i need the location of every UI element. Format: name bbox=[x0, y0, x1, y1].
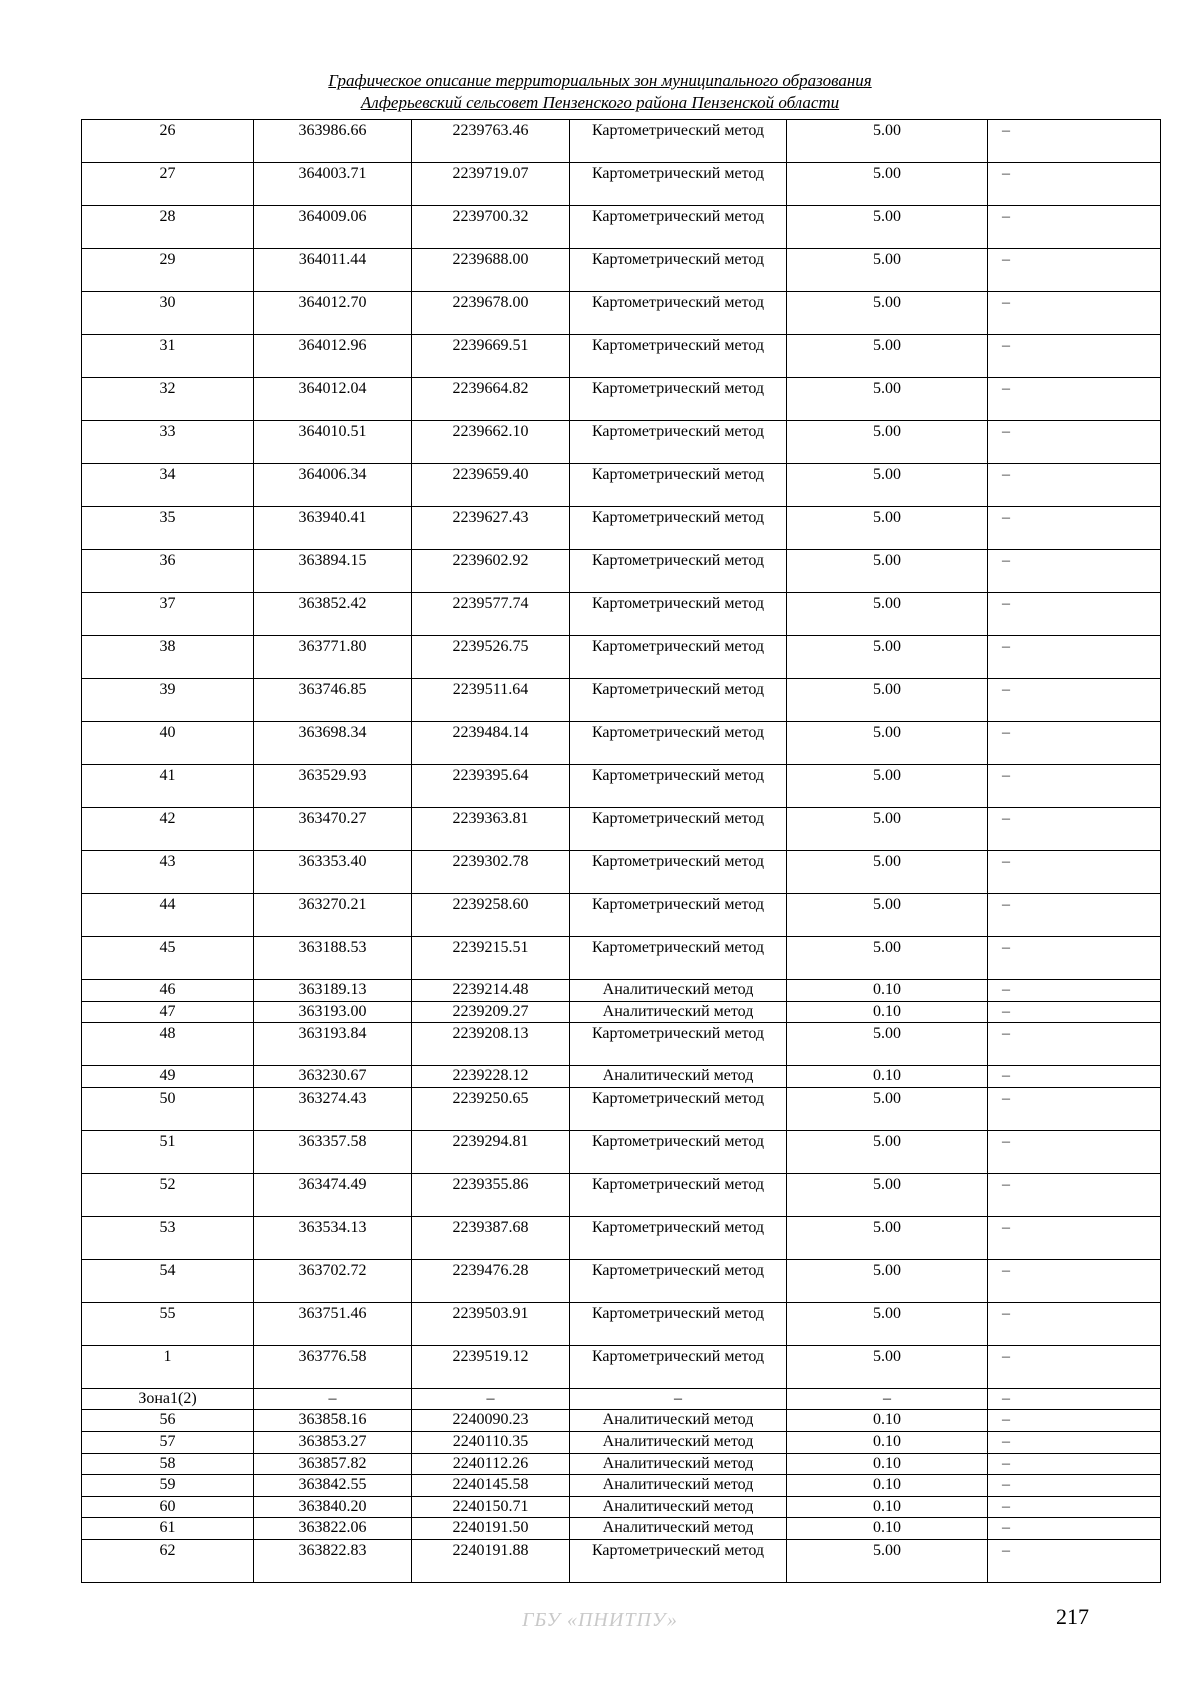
description-cell: – bbox=[988, 335, 1161, 378]
x-coordinate-cell: 363840.20 bbox=[254, 1496, 412, 1518]
y-coordinate-cell: 2239258.60 bbox=[412, 894, 570, 937]
table-row bbox=[82, 765, 1161, 808]
accuracy-cell: 5.00 bbox=[787, 550, 988, 593]
method-cell: Картометрический метод bbox=[570, 1345, 787, 1388]
method-cell: Картометрический метод bbox=[570, 636, 787, 679]
table-row bbox=[82, 937, 1161, 980]
description-cell: – bbox=[988, 1431, 1161, 1453]
accuracy-cell: 5.00 bbox=[787, 722, 988, 765]
method-cell: Картометрический метод bbox=[570, 808, 787, 851]
description-cell: – bbox=[988, 1216, 1161, 1259]
table-row bbox=[82, 163, 1161, 206]
x-coordinate-cell: 364012.96 bbox=[254, 335, 412, 378]
description-cell: – bbox=[988, 1388, 1161, 1410]
coordinates-table-body bbox=[82, 120, 1161, 1583]
table-row bbox=[82, 1259, 1161, 1302]
x-coordinate-cell: – bbox=[254, 1388, 412, 1410]
description-cell: – bbox=[988, 1496, 1161, 1518]
y-coordinate-cell: 2239526.75 bbox=[412, 636, 570, 679]
method-cell: Картометрический метод bbox=[570, 1259, 787, 1302]
point-number-cell: 33 bbox=[82, 421, 254, 464]
description-cell: – bbox=[988, 1001, 1161, 1023]
x-coordinate-cell: 363474.49 bbox=[254, 1173, 412, 1216]
description-cell: – bbox=[988, 1066, 1161, 1088]
accuracy-cell: 5.00 bbox=[787, 1130, 988, 1173]
method-cell: Аналитический метод bbox=[570, 1475, 787, 1497]
method-cell: Картометрический метод bbox=[570, 765, 787, 808]
accuracy-cell: – bbox=[787, 1388, 988, 1410]
table-row bbox=[82, 808, 1161, 851]
accuracy-cell: 5.00 bbox=[787, 335, 988, 378]
x-coordinate-cell: 363353.40 bbox=[254, 851, 412, 894]
accuracy-cell: 0.10 bbox=[787, 1431, 988, 1453]
accuracy-cell: 0.10 bbox=[787, 1475, 988, 1497]
table-row bbox=[82, 894, 1161, 937]
accuracy-cell: 5.00 bbox=[787, 1173, 988, 1216]
y-coordinate-cell: 2239355.86 bbox=[412, 1173, 570, 1216]
y-coordinate-cell: 2239214.48 bbox=[412, 980, 570, 1002]
point-number-cell: Зона1(2) bbox=[82, 1388, 254, 1410]
accuracy-cell: 5.00 bbox=[787, 507, 988, 550]
y-coordinate-cell: 2239228.12 bbox=[412, 1066, 570, 1088]
accuracy-cell: 5.00 bbox=[787, 421, 988, 464]
y-coordinate-cell: 2239209.27 bbox=[412, 1001, 570, 1023]
accuracy-cell: 5.00 bbox=[787, 1216, 988, 1259]
accuracy-cell: 5.00 bbox=[787, 120, 988, 163]
table-row bbox=[82, 292, 1161, 335]
point-number-cell: 1 bbox=[82, 1345, 254, 1388]
point-number-cell: 46 bbox=[82, 980, 254, 1002]
description-cell: – bbox=[988, 894, 1161, 937]
x-coordinate-cell: 363842.55 bbox=[254, 1475, 412, 1497]
table-row bbox=[82, 335, 1161, 378]
accuracy-cell: 0.10 bbox=[787, 980, 988, 1002]
table-row bbox=[82, 1216, 1161, 1259]
y-coordinate-cell: 2239519.12 bbox=[412, 1345, 570, 1388]
method-cell: Картометрический метод bbox=[570, 292, 787, 335]
accuracy-cell: 5.00 bbox=[787, 1023, 988, 1066]
point-number-cell: 43 bbox=[82, 851, 254, 894]
point-number-cell: 54 bbox=[82, 1259, 254, 1302]
method-cell: Аналитический метод bbox=[570, 1496, 787, 1518]
x-coordinate-cell: 364009.06 bbox=[254, 206, 412, 249]
accuracy-cell: 5.00 bbox=[787, 894, 988, 937]
accuracy-cell: 0.10 bbox=[787, 1001, 988, 1023]
x-coordinate-cell: 363986.66 bbox=[254, 120, 412, 163]
table-row bbox=[82, 679, 1161, 722]
accuracy-cell: 5.00 bbox=[787, 1539, 988, 1582]
y-coordinate-cell: 2239627.43 bbox=[412, 507, 570, 550]
accuracy-cell: 5.00 bbox=[787, 765, 988, 808]
method-cell: Картометрический метод bbox=[570, 1173, 787, 1216]
y-coordinate-cell: 2239215.51 bbox=[412, 937, 570, 980]
description-cell: – bbox=[988, 808, 1161, 851]
method-cell: Картометрический метод bbox=[570, 421, 787, 464]
method-cell: Картометрический метод bbox=[570, 206, 787, 249]
y-coordinate-cell: 2239669.51 bbox=[412, 335, 570, 378]
description-cell: – bbox=[988, 1518, 1161, 1540]
x-coordinate-cell: 363698.34 bbox=[254, 722, 412, 765]
x-coordinate-cell: 364003.71 bbox=[254, 163, 412, 206]
description-cell: – bbox=[988, 1130, 1161, 1173]
table-row bbox=[82, 1302, 1161, 1345]
point-number-cell: 49 bbox=[82, 1066, 254, 1088]
accuracy-cell: 5.00 bbox=[787, 1302, 988, 1345]
y-coordinate-cell: 2239395.64 bbox=[412, 765, 570, 808]
table-row bbox=[82, 593, 1161, 636]
point-number-cell: 48 bbox=[82, 1023, 254, 1066]
point-number-cell: 27 bbox=[82, 163, 254, 206]
y-coordinate-cell: 2239302.78 bbox=[412, 851, 570, 894]
y-coordinate-cell: 2239763.46 bbox=[412, 120, 570, 163]
x-coordinate-cell: 364010.51 bbox=[254, 421, 412, 464]
point-number-cell: 36 bbox=[82, 550, 254, 593]
method-cell: – bbox=[570, 1388, 787, 1410]
x-coordinate-cell: 363746.85 bbox=[254, 679, 412, 722]
table-row bbox=[82, 1475, 1161, 1497]
description-cell: – bbox=[988, 1410, 1161, 1432]
description-cell: – bbox=[988, 421, 1161, 464]
x-coordinate-cell: 363776.58 bbox=[254, 1345, 412, 1388]
point-number-cell: 26 bbox=[82, 120, 254, 163]
accuracy-cell: 5.00 bbox=[787, 636, 988, 679]
x-coordinate-cell: 363357.58 bbox=[254, 1130, 412, 1173]
point-number-cell: 45 bbox=[82, 937, 254, 980]
description-cell: – bbox=[988, 1302, 1161, 1345]
table-row bbox=[82, 1130, 1161, 1173]
table-row bbox=[82, 980, 1161, 1002]
accuracy-cell: 5.00 bbox=[787, 1345, 988, 1388]
x-coordinate-cell: 363270.21 bbox=[254, 894, 412, 937]
method-cell: Картометрический метод bbox=[570, 1087, 787, 1130]
table-row bbox=[82, 120, 1161, 163]
description-cell: – bbox=[988, 292, 1161, 335]
point-number-cell: 58 bbox=[82, 1453, 254, 1475]
y-coordinate-cell: 2240090.23 bbox=[412, 1410, 570, 1432]
y-coordinate-cell: 2239250.65 bbox=[412, 1087, 570, 1130]
description-cell: – bbox=[988, 1087, 1161, 1130]
point-number-cell: 28 bbox=[82, 206, 254, 249]
method-cell: Картометрический метод bbox=[570, 249, 787, 292]
point-number-cell: 32 bbox=[82, 378, 254, 421]
description-cell: – bbox=[988, 593, 1161, 636]
point-number-cell: 37 bbox=[82, 593, 254, 636]
coordinates-table bbox=[81, 119, 1161, 1583]
accuracy-cell: 5.00 bbox=[787, 378, 988, 421]
x-coordinate-cell: 363852.42 bbox=[254, 593, 412, 636]
method-cell: Картометрический метод bbox=[570, 120, 787, 163]
method-cell: Картометрический метод bbox=[570, 335, 787, 378]
table-row bbox=[82, 507, 1161, 550]
accuracy-cell: 0.10 bbox=[787, 1066, 988, 1088]
description-cell: – bbox=[988, 378, 1161, 421]
accuracy-cell: 5.00 bbox=[787, 1087, 988, 1130]
method-cell: Аналитический метод bbox=[570, 1518, 787, 1540]
method-cell: Картометрический метод bbox=[570, 894, 787, 937]
y-coordinate-cell: 2239659.40 bbox=[412, 464, 570, 507]
method-cell: Аналитический метод bbox=[570, 1410, 787, 1432]
x-coordinate-cell: 363193.84 bbox=[254, 1023, 412, 1066]
point-number-cell: 51 bbox=[82, 1130, 254, 1173]
method-cell: Картометрический метод bbox=[570, 1302, 787, 1345]
point-number-cell: 60 bbox=[82, 1496, 254, 1518]
x-coordinate-cell: 363702.72 bbox=[254, 1259, 412, 1302]
method-cell: Картометрический метод bbox=[570, 378, 787, 421]
method-cell: Аналитический метод bbox=[570, 1066, 787, 1088]
description-cell: – bbox=[988, 120, 1161, 163]
table-row bbox=[82, 1087, 1161, 1130]
accuracy-cell: 0.10 bbox=[787, 1496, 988, 1518]
point-number-cell: 29 bbox=[82, 249, 254, 292]
point-number-cell: 42 bbox=[82, 808, 254, 851]
method-cell: Картометрический метод bbox=[570, 851, 787, 894]
accuracy-cell: 5.00 bbox=[787, 1259, 988, 1302]
y-coordinate-cell: 2240112.26 bbox=[412, 1453, 570, 1475]
x-coordinate-cell: 363193.00 bbox=[254, 1001, 412, 1023]
accuracy-cell: 5.00 bbox=[787, 679, 988, 722]
description-cell: – bbox=[988, 1453, 1161, 1475]
y-coordinate-cell: 2239688.00 bbox=[412, 249, 570, 292]
x-coordinate-cell: 363771.80 bbox=[254, 636, 412, 679]
table-row bbox=[82, 722, 1161, 765]
table-row bbox=[82, 206, 1161, 249]
point-number-cell: 52 bbox=[82, 1173, 254, 1216]
x-coordinate-cell: 363894.15 bbox=[254, 550, 412, 593]
method-cell: Аналитический метод bbox=[570, 1453, 787, 1475]
table-row bbox=[82, 1539, 1161, 1582]
table-row bbox=[82, 1001, 1161, 1023]
accuracy-cell: 5.00 bbox=[787, 249, 988, 292]
description-cell: – bbox=[988, 1023, 1161, 1066]
method-cell: Картометрический метод bbox=[570, 937, 787, 980]
description-cell: – bbox=[988, 980, 1161, 1002]
description-cell: – bbox=[988, 1259, 1161, 1302]
method-cell: Картометрический метод bbox=[570, 722, 787, 765]
table-row bbox=[82, 1496, 1161, 1518]
y-coordinate-cell: 2239484.14 bbox=[412, 722, 570, 765]
description-cell: – bbox=[988, 206, 1161, 249]
description-cell: – bbox=[988, 507, 1161, 550]
x-coordinate-cell: 363857.82 bbox=[254, 1453, 412, 1475]
y-coordinate-cell: 2239208.13 bbox=[412, 1023, 570, 1066]
table-row bbox=[82, 1066, 1161, 1088]
x-coordinate-cell: 363853.27 bbox=[254, 1431, 412, 1453]
table-row bbox=[82, 636, 1161, 679]
y-coordinate-cell: 2239662.10 bbox=[412, 421, 570, 464]
x-coordinate-cell: 363189.13 bbox=[254, 980, 412, 1002]
point-number-cell: 30 bbox=[82, 292, 254, 335]
method-cell: Аналитический метод bbox=[570, 1001, 787, 1023]
x-coordinate-cell: 363274.43 bbox=[254, 1087, 412, 1130]
header-line-1: Графическое описание территориальных зон муниципального образования bbox=[328, 71, 872, 90]
y-coordinate-cell: 2240191.88 bbox=[412, 1539, 570, 1582]
table-row bbox=[82, 1453, 1161, 1475]
point-number-cell: 40 bbox=[82, 722, 254, 765]
description-cell: – bbox=[988, 765, 1161, 808]
y-coordinate-cell: 2239294.81 bbox=[412, 1130, 570, 1173]
method-cell: Картометрический метод bbox=[570, 1539, 787, 1582]
description-cell: – bbox=[988, 937, 1161, 980]
accuracy-cell: 0.10 bbox=[787, 1410, 988, 1432]
point-number-cell: 39 bbox=[82, 679, 254, 722]
x-coordinate-cell: 364011.44 bbox=[254, 249, 412, 292]
accuracy-cell: 0.10 bbox=[787, 1518, 988, 1540]
y-coordinate-cell: 2240145.58 bbox=[412, 1475, 570, 1497]
y-coordinate-cell: 2239476.28 bbox=[412, 1259, 570, 1302]
table-row bbox=[82, 1023, 1161, 1066]
y-coordinate-cell: 2239719.07 bbox=[412, 163, 570, 206]
accuracy-cell: 5.00 bbox=[787, 593, 988, 636]
point-number-cell: 47 bbox=[82, 1001, 254, 1023]
description-cell: – bbox=[988, 1539, 1161, 1582]
table-row bbox=[82, 1345, 1161, 1388]
y-coordinate-cell: 2239602.92 bbox=[412, 550, 570, 593]
accuracy-cell: 5.00 bbox=[787, 163, 988, 206]
accuracy-cell: 5.00 bbox=[787, 808, 988, 851]
point-number-cell: 61 bbox=[82, 1518, 254, 1540]
point-number-cell: 57 bbox=[82, 1431, 254, 1453]
accuracy-cell: 5.00 bbox=[787, 851, 988, 894]
point-number-cell: 53 bbox=[82, 1216, 254, 1259]
point-number-cell: 34 bbox=[82, 464, 254, 507]
table-row bbox=[82, 1431, 1161, 1453]
table-row bbox=[82, 1410, 1161, 1432]
method-cell: Аналитический метод bbox=[570, 980, 787, 1002]
y-coordinate-cell: 2239503.91 bbox=[412, 1302, 570, 1345]
x-coordinate-cell: 363858.16 bbox=[254, 1410, 412, 1432]
y-coordinate-cell: 2239700.32 bbox=[412, 206, 570, 249]
y-coordinate-cell: 2239363.81 bbox=[412, 808, 570, 851]
x-coordinate-cell: 363940.41 bbox=[254, 507, 412, 550]
point-number-cell: 56 bbox=[82, 1410, 254, 1432]
description-cell: – bbox=[988, 1345, 1161, 1388]
document-header bbox=[0, 70, 1200, 114]
table-row bbox=[82, 464, 1161, 507]
y-coordinate-cell: 2240150.71 bbox=[412, 1496, 570, 1518]
x-coordinate-cell: 363529.93 bbox=[254, 765, 412, 808]
table-row bbox=[82, 1173, 1161, 1216]
x-coordinate-cell: 363822.83 bbox=[254, 1539, 412, 1582]
point-number-cell: 59 bbox=[82, 1475, 254, 1497]
header-line-2: Алферьевский сельсовет Пензенского района Пензенской области bbox=[360, 93, 840, 112]
method-cell: Картометрический метод bbox=[570, 550, 787, 593]
description-cell: – bbox=[988, 249, 1161, 292]
table-row bbox=[82, 851, 1161, 894]
table-row bbox=[82, 1518, 1161, 1540]
description-cell: – bbox=[988, 1475, 1161, 1497]
description-cell: – bbox=[988, 679, 1161, 722]
footer-organization: ГБУ «ПНИТПУ» bbox=[522, 1609, 678, 1631]
method-cell: Картометрический метод bbox=[570, 593, 787, 636]
y-coordinate-cell: 2239511.64 bbox=[412, 679, 570, 722]
table-row bbox=[82, 378, 1161, 421]
point-number-cell: 55 bbox=[82, 1302, 254, 1345]
x-coordinate-cell: 364012.70 bbox=[254, 292, 412, 335]
method-cell: Аналитический метод bbox=[570, 1431, 787, 1453]
point-number-cell: 50 bbox=[82, 1087, 254, 1130]
table-row bbox=[82, 550, 1161, 593]
x-coordinate-cell: 363188.53 bbox=[254, 937, 412, 980]
description-cell: – bbox=[988, 851, 1161, 894]
method-cell: Картометрический метод bbox=[570, 163, 787, 206]
y-coordinate-cell: 2239678.00 bbox=[412, 292, 570, 335]
description-cell: – bbox=[988, 163, 1161, 206]
x-coordinate-cell: 364012.04 bbox=[254, 378, 412, 421]
page-number: 217 bbox=[1056, 1604, 1089, 1629]
accuracy-cell: 5.00 bbox=[787, 206, 988, 249]
accuracy-cell: 5.00 bbox=[787, 292, 988, 335]
table-row bbox=[82, 1388, 1161, 1410]
method-cell: Картометрический метод bbox=[570, 679, 787, 722]
point-number-cell: 44 bbox=[82, 894, 254, 937]
y-coordinate-cell: 2240110.35 bbox=[412, 1431, 570, 1453]
table-row bbox=[82, 421, 1161, 464]
point-number-cell: 38 bbox=[82, 636, 254, 679]
y-coordinate-cell: 2239664.82 bbox=[412, 378, 570, 421]
description-cell: – bbox=[988, 464, 1161, 507]
point-number-cell: 31 bbox=[82, 335, 254, 378]
point-number-cell: 41 bbox=[82, 765, 254, 808]
method-cell: Картометрический метод bbox=[570, 464, 787, 507]
point-number-cell: 62 bbox=[82, 1539, 254, 1582]
method-cell: Картометрический метод bbox=[570, 1023, 787, 1066]
description-cell: – bbox=[988, 1173, 1161, 1216]
description-cell: – bbox=[988, 722, 1161, 765]
accuracy-cell: 5.00 bbox=[787, 937, 988, 980]
y-coordinate-cell: 2239387.68 bbox=[412, 1216, 570, 1259]
y-coordinate-cell: 2239577.74 bbox=[412, 593, 570, 636]
x-coordinate-cell: 363470.27 bbox=[254, 808, 412, 851]
y-coordinate-cell: 2240191.50 bbox=[412, 1518, 570, 1540]
accuracy-cell: 5.00 bbox=[787, 464, 988, 507]
y-coordinate-cell: – bbox=[412, 1388, 570, 1410]
description-cell: – bbox=[988, 636, 1161, 679]
x-coordinate-cell: 363822.06 bbox=[254, 1518, 412, 1540]
x-coordinate-cell: 363534.13 bbox=[254, 1216, 412, 1259]
table-row bbox=[82, 249, 1161, 292]
description-cell: – bbox=[988, 550, 1161, 593]
method-cell: Картометрический метод bbox=[570, 1216, 787, 1259]
point-number-cell: 35 bbox=[82, 507, 254, 550]
method-cell: Картометрический метод bbox=[570, 507, 787, 550]
x-coordinate-cell: 364006.34 bbox=[254, 464, 412, 507]
x-coordinate-cell: 363230.67 bbox=[254, 1066, 412, 1088]
accuracy-cell: 0.10 bbox=[787, 1453, 988, 1475]
x-coordinate-cell: 363751.46 bbox=[254, 1302, 412, 1345]
method-cell: Картометрический метод bbox=[570, 1130, 787, 1173]
